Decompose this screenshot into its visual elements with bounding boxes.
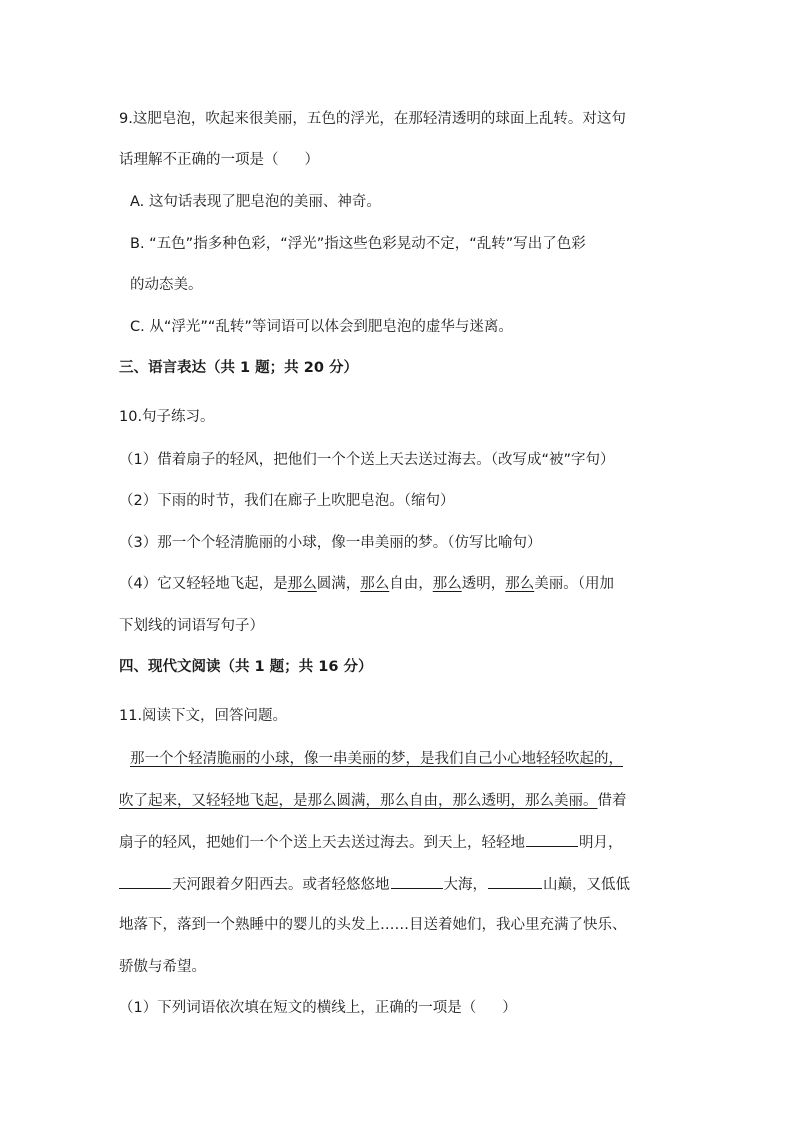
q10-item4-text: 圆满， bbox=[316, 576, 361, 592]
q9-stem-text: 话理解不正确的一项是（ bbox=[119, 152, 279, 168]
q11-passage-line5: 地落下，落到一个熟睡中的婴儿的头发上……目送着她们，我心里充满了快乐、 bbox=[119, 917, 627, 933]
q11-passage-text: 山巅，又低低 bbox=[543, 877, 630, 893]
fill-blank bbox=[391, 874, 443, 889]
q11-passage-line3 bbox=[119, 832, 623, 853]
q9-option-b-line2: 的动态美。 bbox=[130, 277, 203, 293]
section3-heading: 三、语言表达（共 1 题；共 20 分） bbox=[119, 360, 358, 376]
q9-stem-line2 bbox=[119, 150, 319, 170]
fill-blank bbox=[488, 874, 542, 889]
q10-item4-text: 透明， bbox=[461, 576, 506, 592]
q10-item1: （1）借着扇子的轻风，把他们一个个送上天去送过海去。（改写成“被”字句） bbox=[119, 452, 615, 468]
q11-passage-text: 明月， bbox=[579, 835, 623, 851]
q11-passage-text: 天河跟着夕阳西去。或者轻悠悠地 bbox=[172, 877, 390, 893]
q11-sub1-text: （1）下列词语依次填在短文的横线上，正确的一项是（ bbox=[119, 1000, 477, 1016]
q11-passage-line4 bbox=[119, 874, 630, 895]
q10-item4-pre: （4）它又轻轻地飞起，是 bbox=[119, 576, 288, 592]
q10-item4-line2: 下划线的词语写句子） bbox=[119, 618, 264, 634]
q9-option-b-line1: B. “五色”指多种色彩，“浮光”指这些色彩晃动不定，“乱转”写出了色彩 bbox=[130, 236, 586, 252]
underlined-word: 那么 bbox=[287, 576, 317, 592]
underlined-word: 那么 bbox=[505, 576, 535, 592]
q9-option-a: A. 这句话表现了肥皂泡的美丽、神奇。 bbox=[130, 194, 381, 210]
q10-item4-text: 美丽。（用加 bbox=[534, 576, 614, 592]
q9-option-c: C. 从“浮光”“乱转”等词语可以体会到肥皂泡的虚华与迷离。 bbox=[130, 319, 513, 335]
q10-item3: （3）那一个个轻清脆丽的小球，像一串美丽的梦。（仿写比喻句） bbox=[119, 535, 542, 551]
q11-passage-text: 大海， bbox=[443, 877, 487, 893]
q11-sub1 bbox=[119, 998, 517, 1018]
underlined-word: 那么 bbox=[432, 576, 462, 592]
q9-stem-line1: 9.这肥皂泡，吹起来很美丽，五色的浮光，在那轻清透明的球面上乱转。对这句 bbox=[119, 111, 626, 127]
q11-passage-text: 借着 bbox=[597, 793, 627, 809]
q10-title: 10.句子练习。 bbox=[119, 409, 215, 425]
underlined-word: 那么 bbox=[360, 576, 390, 592]
q9-stem-close: ） bbox=[304, 152, 319, 168]
section4-heading: 四、现代文阅读（共 1 题；共 16 分） bbox=[119, 659, 373, 675]
q11-passage-text: 扇子的轻风，把她们一个个送上天去送过海去。到天上，轻轻地 bbox=[119, 835, 525, 851]
q10-item2: （2）下雨的时节，我们在廊子上吹肥皂泡。（缩句） bbox=[119, 493, 455, 509]
q11-passage-line2 bbox=[119, 791, 627, 811]
q11-passage-line1: 那一个个轻清脆丽的小球，像一串美丽的梦，是我们自己小心地轻轻吹起的， bbox=[130, 751, 623, 767]
q11-passage-underlined: 吹了起来，又轻轻地飞起，是那么圆满，那么自由，那么透明，那么美丽。 bbox=[119, 793, 598, 809]
q11-passage-line6: 骄傲与希望。 bbox=[119, 959, 206, 975]
q11-sub1-close: ） bbox=[502, 1000, 517, 1016]
q10-item4-text: 自由， bbox=[389, 576, 433, 592]
fill-blank bbox=[526, 832, 578, 847]
fill-blank bbox=[119, 874, 171, 889]
q10-item4-line1 bbox=[119, 574, 614, 594]
q11-title: 11.阅读下文，回答问题。 bbox=[119, 708, 288, 724]
